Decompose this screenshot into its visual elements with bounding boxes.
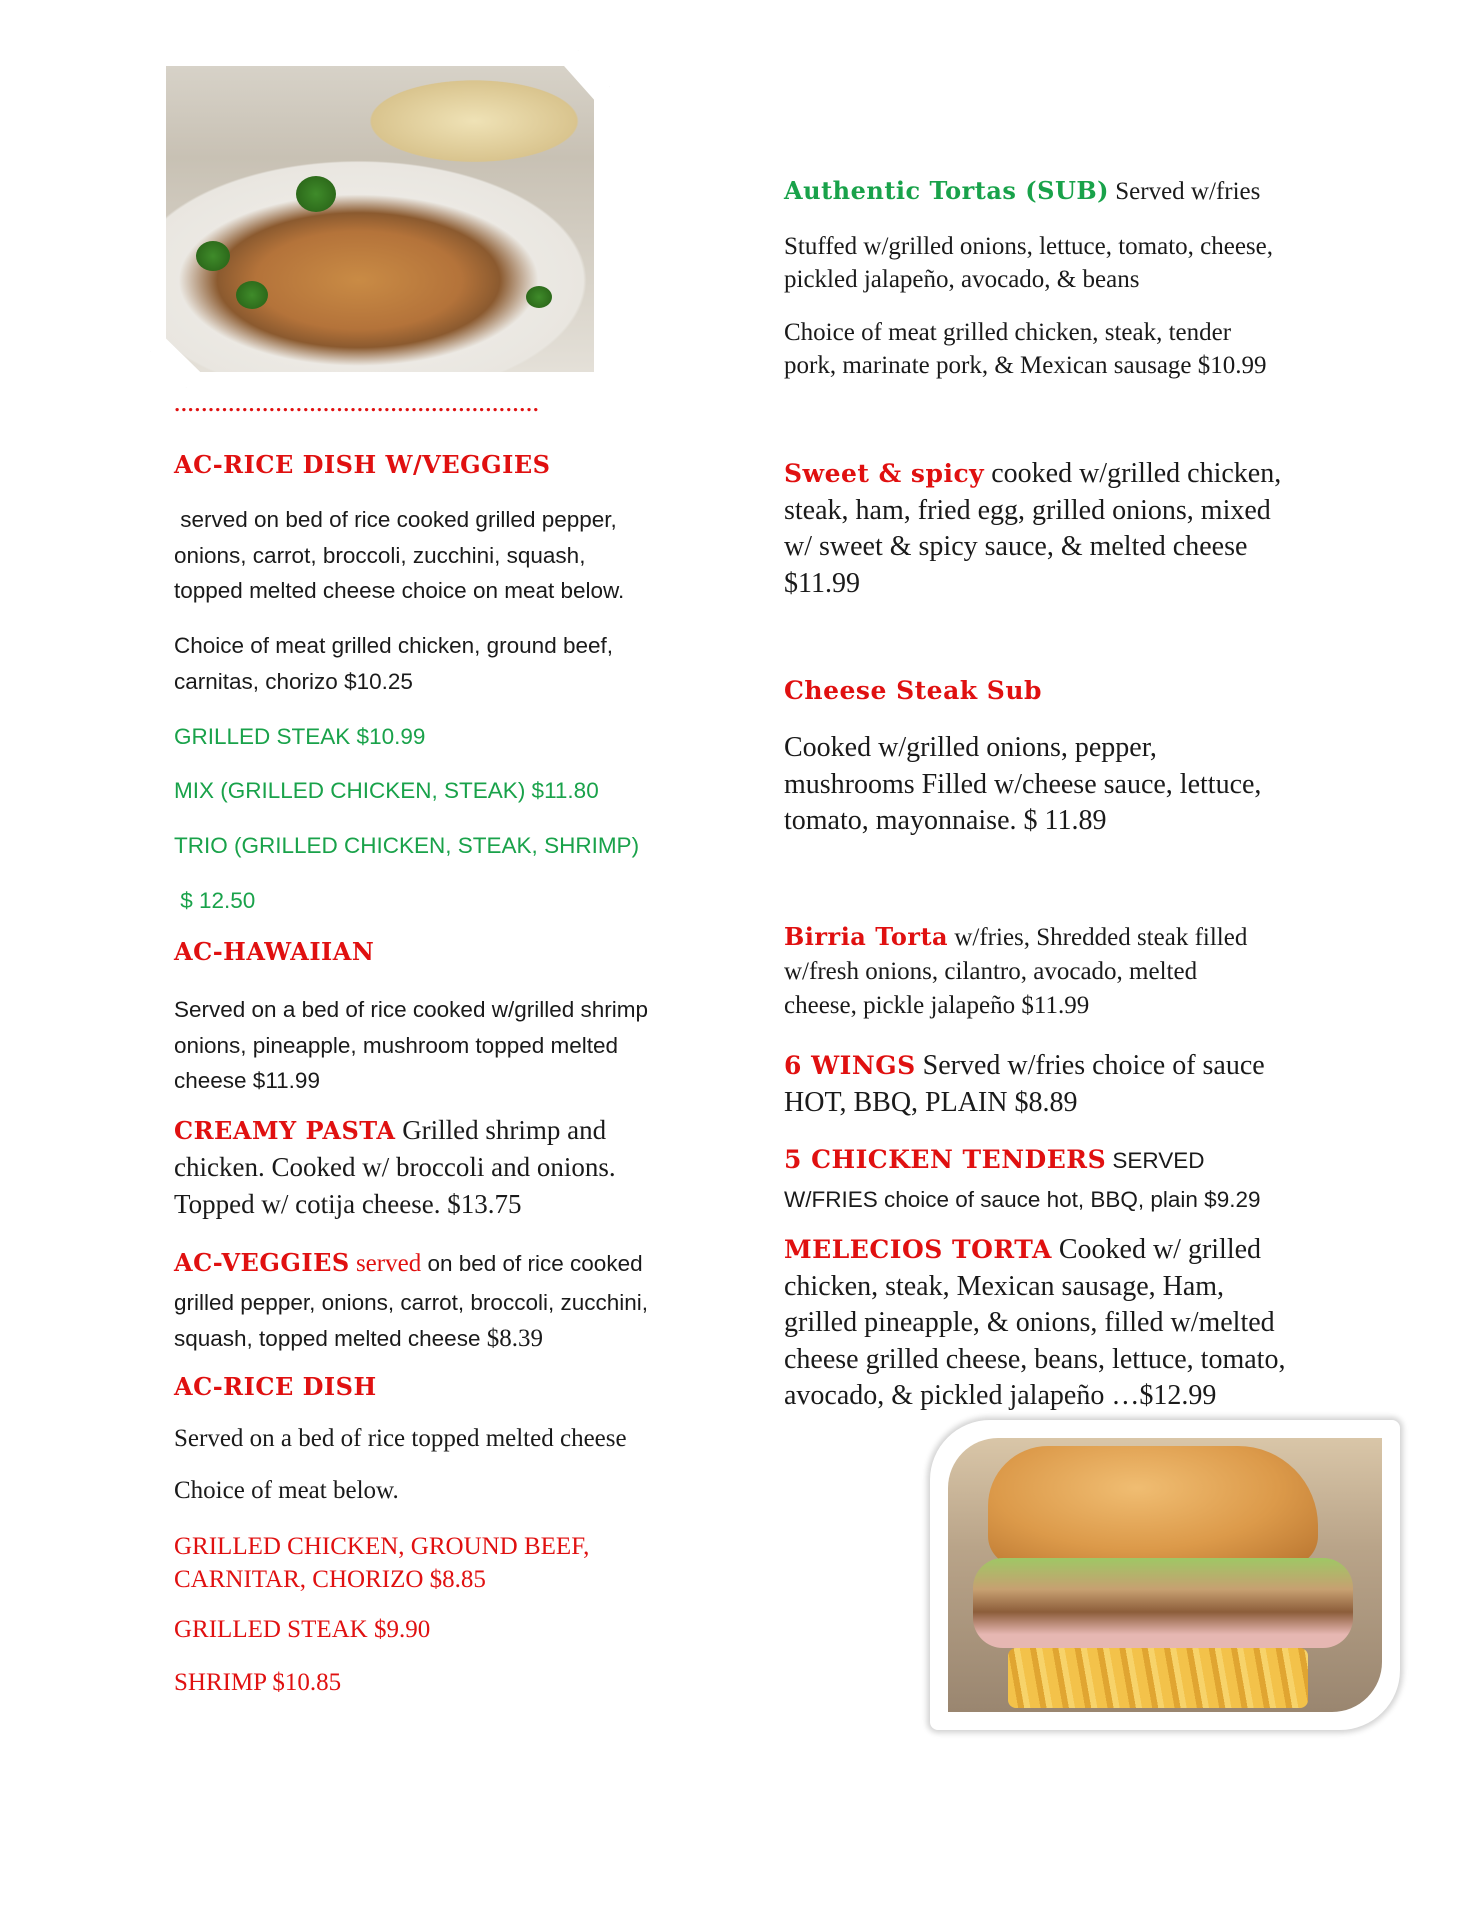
trio-price: $ 12.50	[174, 888, 256, 913]
veggies-line: on bed of rice cooked	[421, 1251, 643, 1276]
creamy-pasta-line: Grilled shrimp and	[395, 1115, 607, 1145]
rice-dish-title: AC-RICE DISH	[174, 1372, 377, 1401]
sweet-spicy-line: w/ sweet & spicy sauce, & melted cheese	[784, 531, 1248, 562]
hawaiian-description	[174, 992, 714, 1099]
melecios-item	[784, 1232, 1344, 1415]
wings-line: HOT, BBQ, PLAIN $8.89	[784, 1086, 1078, 1118]
wings-line: Served w/fries choice of sauce	[915, 1050, 1265, 1081]
torta-sandwich-image	[948, 1438, 1382, 1712]
tortas-subtitle: Served w/fries	[1109, 178, 1261, 205]
hawaiian-desc-line: Served on a bed of rice cooked w/grilled shrimp	[174, 997, 648, 1022]
grilled-steak-option: GRILLED STEAK $10.99	[174, 724, 426, 749]
birria-line: w/fries, Shredded steak filled	[948, 924, 1248, 951]
rice-veggies-desc-line: topped melted cheese choice on meat below.	[174, 578, 625, 603]
melecios-title: MELECIOS TORTA	[784, 1235, 1052, 1264]
creamy-pasta-title: CREAMY PASTA	[174, 1116, 396, 1145]
rice-veggies-choice-line: carnitas, chorizo $10.25	[174, 668, 413, 694]
tenders-line: W/FRIES choice of sauce hot, BBQ, plain $9.29	[784, 1187, 1261, 1212]
veggies-price: $8.39	[480, 1325, 543, 1352]
grilled-platter-photo	[150, 50, 610, 388]
birria-title: Birria Torta	[784, 922, 949, 951]
wings-item	[784, 1048, 1344, 1121]
melecios-line: Cooked w/ grilled	[1051, 1234, 1262, 1265]
melecios-line: avocado, & pickled jalapeño …$12.99	[784, 1380, 1217, 1411]
grilled-platter-image	[166, 66, 594, 372]
rice-dish-served: Served on a bed of rice topped melted cheese	[174, 1425, 627, 1452]
torta-sandwich-photo	[930, 1420, 1400, 1730]
tortas-choice-line: Choice of meat grilled chicken, steak, tender	[784, 319, 1232, 346]
tenders-title: 5 CHICKEN TENDERS	[784, 1145, 1107, 1174]
sweet-spicy-line: $11.99	[784, 567, 860, 599]
sweet-spicy-item	[784, 456, 1344, 602]
cheese-steak-description	[784, 730, 1344, 840]
veggies-item	[174, 1245, 734, 1360]
rice-dish-option-shrimp: SHRIMP $10.85	[174, 1669, 342, 1696]
tortas-stuffed-line: Stuffed w/grilled onions, lettuce, tomato, cheese,	[784, 233, 1274, 260]
tenders-item	[784, 1142, 1344, 1218]
rice-veggies-desc-line: onions, carrot, broccoli, zucchini, squash,	[174, 542, 586, 568]
cheese-steak-title: Cheese Steak Sub	[784, 676, 1043, 705]
rice-veggies-choice	[174, 628, 714, 699]
rice-dish-option-line: GRILLED CHICKEN, GROUND BEEF,	[174, 1533, 590, 1560]
dotted-divider: ......................................................	[174, 398, 540, 414]
creamy-pasta-line: Topped w/ cotija cheese. $13.75	[174, 1189, 522, 1219]
tortas-choice-line: pork, marinate pork, & Mexican sausage $10.99	[784, 352, 1267, 379]
hawaiian-title: AC-HAWAIIAN	[174, 937, 375, 966]
trio-option: TRIO (GRILLED CHICKEN, STEAK, SHRIMP)	[174, 833, 640, 858]
veggies-served: served	[349, 1250, 422, 1277]
birria-item	[784, 920, 1344, 1023]
cheese-steak-line: Cooked w/grilled onions, pepper,	[784, 732, 1157, 763]
tortas-title: Authentic Tortas (SUB)	[784, 176, 1110, 205]
tortas-choice	[784, 316, 1344, 382]
rice-dish-choice: Choice of meat below.	[174, 1477, 399, 1504]
hawaiian-desc-line: onions, pineapple, mushroom topped melted	[174, 1032, 619, 1058]
tortas-heading	[784, 176, 1344, 206]
rice-veggies-description	[174, 502, 714, 609]
melecios-line: chicken, steak, Mexican sausage, Ham,	[784, 1270, 1225, 1302]
creamy-pasta-line: chicken. Cooked w/ broccoli and onions.	[174, 1152, 616, 1182]
rice-veggies-title: AC-RICE DISH W/VEGGIES	[174, 450, 551, 479]
creamy-pasta-item	[174, 1112, 734, 1223]
birria-line: w/fresh onions, cilantro, avocado, melted	[784, 958, 1198, 985]
cheese-steak-line: mushrooms Filled w/cheese sauce, lettuce,	[784, 768, 1262, 800]
rice-dish-option-line: CARNITAR, CHORIZO $8.85	[174, 1566, 486, 1593]
tenders-line: SERVED	[1106, 1148, 1205, 1173]
hawaiian-desc-line: cheese $11.99	[174, 1068, 320, 1093]
veggies-title: AC-VEGGIES	[174, 1248, 350, 1277]
rice-dish-option-meats	[174, 1530, 589, 1596]
birria-line: cheese, pickle jalapeño $11.99	[784, 992, 1090, 1019]
veggies-line: squash, topped melted cheese	[174, 1326, 481, 1351]
sweet-spicy-line: cooked w/grilled chicken,	[984, 458, 1282, 489]
melecios-line: grilled pineapple, & onions, filled w/melted	[784, 1307, 1275, 1338]
wings-title: 6 WINGS	[784, 1051, 916, 1080]
veggies-line: grilled pepper, onions, carrot, broccoli, zucchini,	[174, 1290, 648, 1315]
tortas-stuffed	[784, 230, 1344, 296]
rice-dish-option-steak: GRILLED STEAK $9.90	[174, 1616, 431, 1643]
melecios-line: cheese grilled cheese, beans, lettuce, tomato,	[784, 1343, 1286, 1375]
cheese-steak-line: tomato, mayonnaise. $ 11.89	[784, 805, 1107, 836]
sweet-spicy-title: Sweet & spicy	[784, 459, 985, 488]
rice-veggies-choice-line: Choice of meat grilled chicken, ground beef,	[174, 633, 614, 658]
rice-veggies-desc-line: served on bed of rice cooked grilled pepper,	[174, 507, 617, 532]
sweet-spicy-line: steak, ham, fried egg, grilled onions, mixed	[784, 494, 1271, 526]
mix-option: MIX (GRILLED CHICKEN, STEAK) $11.80	[174, 778, 599, 803]
tortas-stuffed-line: pickled jalapeño, avocado, & beans	[784, 266, 1140, 293]
